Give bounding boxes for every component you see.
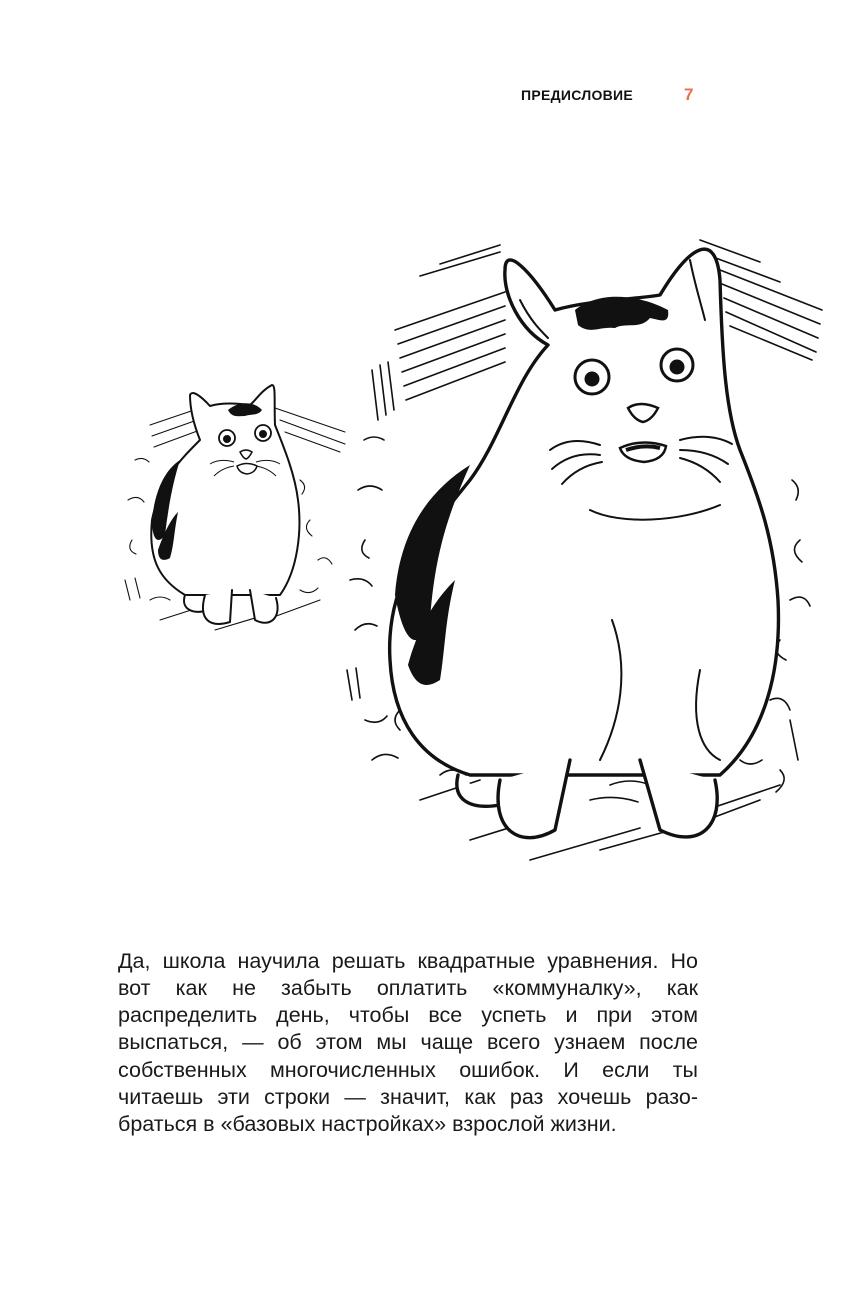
cat-illustration [0, 200, 844, 890]
running-head: ПРЕДИСЛОВИЕ [521, 87, 634, 103]
body-paragraph: Да, школа научила решать квадратные уравнения. Но вот как не забыть оплатить «коммуналку», как распределить день, чтобы все успеть и при этом выспаться, — об этом мы чаще всего узнаем после собственных многочисленных ошибок. И если ты читаешь эти строки — значит, как раз хочешь разо-браться в «базовых настройках» взрослой жизни. [118, 948, 698, 1137]
page-number: 7 [684, 85, 694, 104]
large-cat [390, 249, 779, 837]
small-cat [151, 385, 299, 624]
